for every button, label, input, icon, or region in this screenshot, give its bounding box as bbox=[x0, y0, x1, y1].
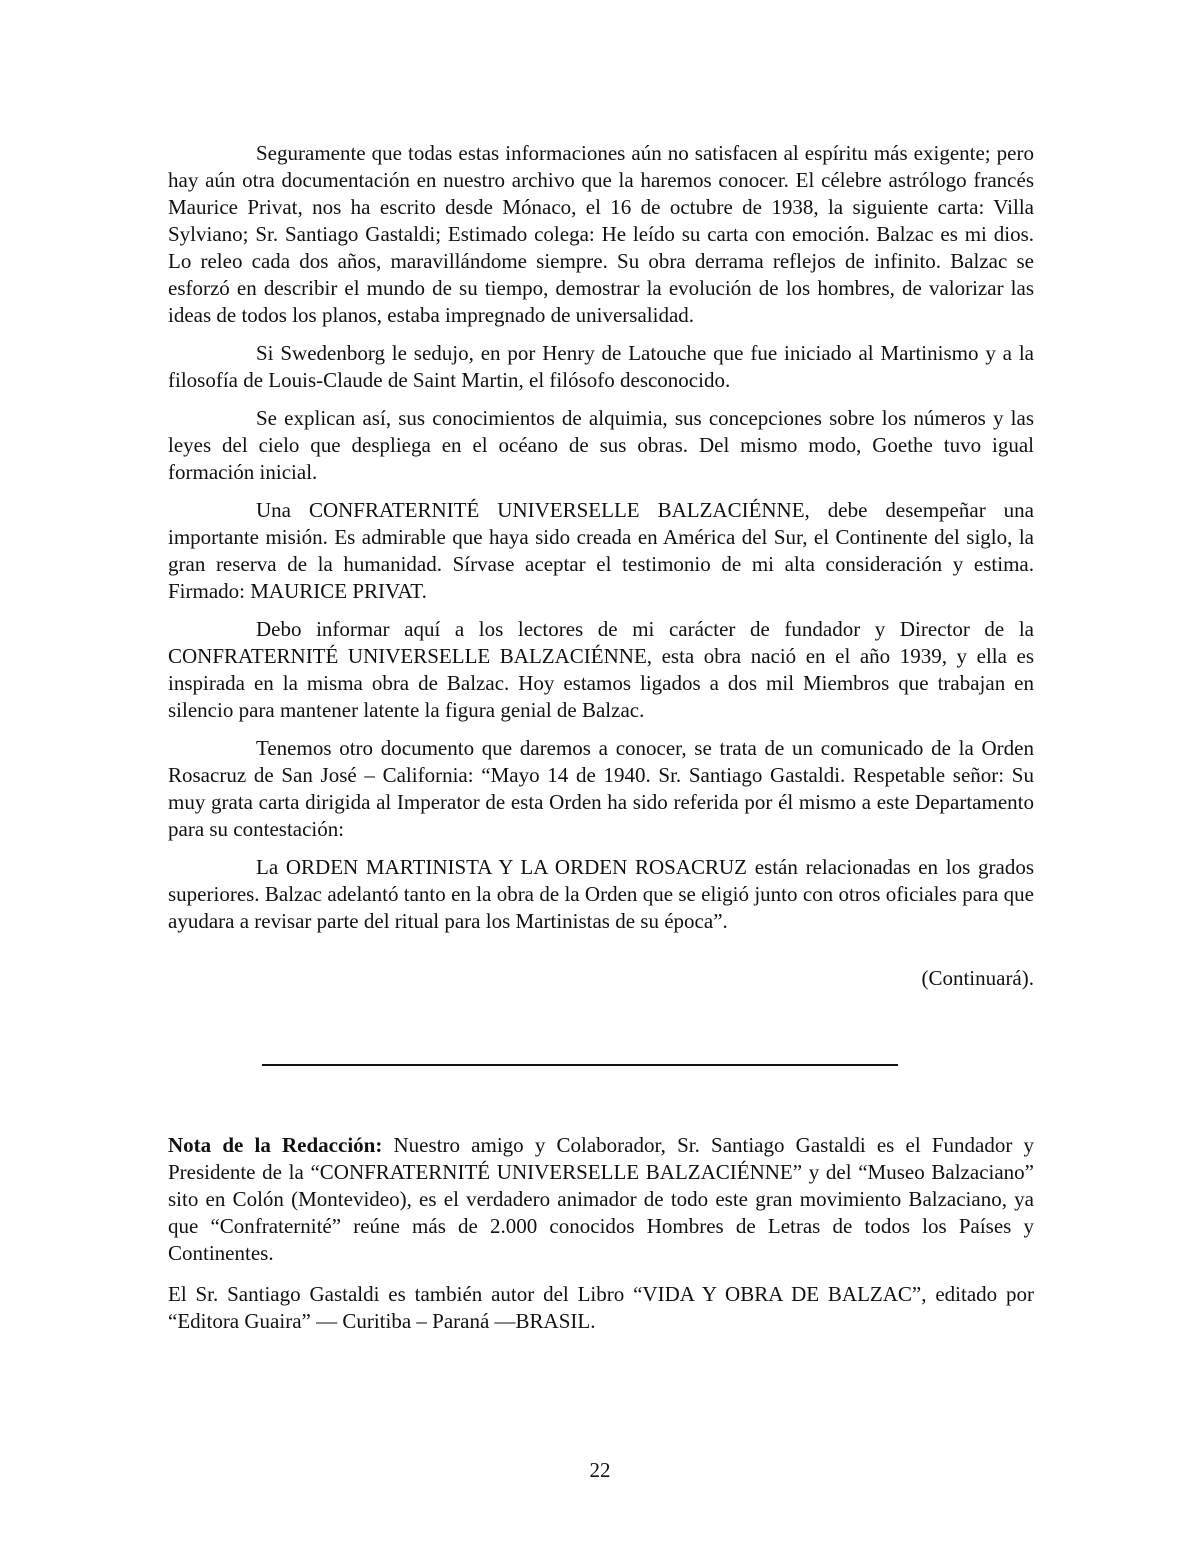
note-paragraph-1 bbox=[168, 1132, 1034, 1267]
paragraph-7: La ORDEN MARTINISTA Y LA ORDEN ROSACRUZ están relacionadas en los grados superiores. Balzac adelantó tanto en la obra de la Orden que se eligió junto con otros oficiales para que ayudara a revisar parte del ritual para los Martinistas de su época”. bbox=[168, 855, 1034, 933]
paragraph-6: Tenemos otro documento que daremos a conocer, se trata de un comunicado de la Orden Rosacruz de San José – California: “Mayo 14 de 1940. Sr. Santiago Gastaldi. Respetable señor: Su muy grata carta dirigida al Imperator de esta Orden ha sido referida por él mismo a este Departamento para su contestación: bbox=[168, 736, 1034, 841]
paragraph-2: Si Swedenborg le sedujo, en por Henry de Latouche que fue iniciado al Martinismo y a la filosofía de Louis-Claude de Saint Martin, el filósofo desconocido. bbox=[168, 341, 1034, 392]
note-paragraph-2: El Sr. Santiago Gastaldi es también autor del Libro “VIDA Y OBRA DE BALZAC”, editado por “Editora Guaira” — Curitiba – Paraná —BRASIL. bbox=[168, 1282, 1034, 1333]
paragraph-3: Se explican así, sus conocimientos de alquimia, sus concepciones sobre los números y las leyes del cielo que despliega en el océano de sus obras. Del mismo modo, Goethe tuvo igual formación inicial. bbox=[168, 406, 1034, 484]
note-text: Nuestro amigo y Colaborador, Sr. Santiago Gastaldi es el Fundador y Presidente de la “CONFRATERNITÉ UNIVERSELLE BALZACIÉNNE” y del “Museo Balzaciano” sito en Colón (Montevideo), es el verdadero animador de todo este gran movimiento Balzaciano, ya que “Confraternité” reúne más de 2.000 conocidos Hombres de Letras de todos los Países y Continentes. bbox=[168, 1133, 1035, 1265]
page-number: 22 bbox=[589, 1458, 611, 1482]
section-divider bbox=[262, 1064, 898, 1066]
paragraph-4: Una CONFRATERNITÉ UNIVERSELLE BALZACIÉNNE, debe desempeñar una importante misión. Es admirable que haya sido creada en América del Sur, el Continente del siglo, la gran reserva de la humanidad. Sírvase aceptar el testimonio de mi alta consideración y estima. Firmado: MAURICE PRIVAT. bbox=[168, 498, 1034, 603]
paragraph-1: Seguramente que todas estas informaciones aún no satisfacen al espíritu más exigente; pero hay aún otra documentación en nuestro archivo que la haremos conocer. El célebre astrólogo francés Maurice Privat, nos ha escrito desde Mónaco, el 16 de octubre de 1938, la siguiente carta: Villa Sylviano; Sr. Santiago Gastaldi; Estimado colega: He leído su carta con emoción. Balzac es mi dios. Lo releo cada dos años, maravillándome siempre. Su obra derrama reflejos de infinito. Balzac se esforzó en describir el mundo de su tiempo, demostrar la evolución de los hombres, de valorizar las ideas de todos los planos, estaba impregnado de universalidad. bbox=[168, 141, 1034, 327]
continued-label: (Continuará). bbox=[921, 966, 1034, 990]
note-label: Nota de la Redacción: bbox=[168, 1133, 383, 1157]
article-body bbox=[168, 140, 1034, 992]
editorial-note bbox=[168, 1132, 1034, 1349]
paragraph-5: Debo informar aquí a los lectores de mi carácter de fundador y Director de la CONFRATERNITÉ UNIVERSELLE BALZACIÉNNE, esta obra nació en el año 1939, y ella es inspirada en la misma obra de Balzac. Hoy estamos ligados a dos mil Miembros que trabajan en silencio para mantener latente la figura genial de Balzac. bbox=[168, 617, 1034, 722]
